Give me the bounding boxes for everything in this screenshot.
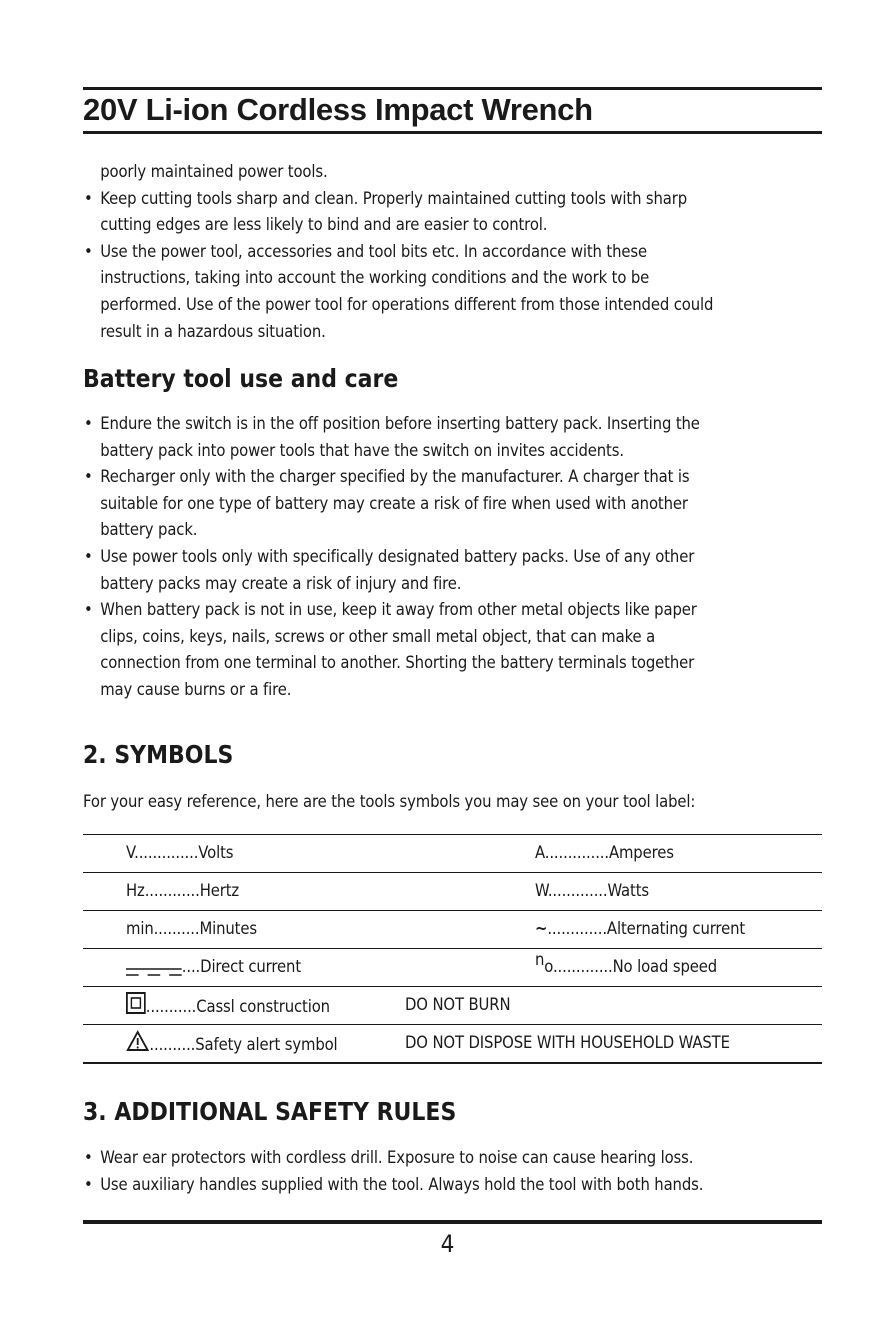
line-text: result in a hazardous situation.	[100, 321, 326, 341]
page-title: 20V Li-ion Cordless Impact Wrench	[83, 92, 593, 127]
list-item	[84, 411, 700, 438]
line-text: may cause burns or a fire.	[100, 679, 292, 699]
line-text: cutting edges are less likely to bind and are easier to control.	[100, 215, 548, 235]
line-text: performed. Use of the power tool for operations different from those intended could	[100, 294, 714, 314]
line-text: Keep cutting tools sharp and clean. Properly maintained cutting tools with sharp	[100, 188, 688, 208]
table-row	[83, 872, 822, 910]
symbol-hertz: Hz............Hertz	[126, 881, 240, 900]
symbol-watts: W.............Watts	[535, 881, 650, 900]
page-number: 4	[440, 1230, 455, 1258]
list-item	[84, 212, 713, 239]
line-text: battery pack into power tools that have the switch on invites accidents.	[100, 440, 624, 460]
list-item	[84, 292, 713, 319]
additional-section-lines	[84, 1145, 703, 1198]
additional-section-heading: 3. ADDITIONAL SAFETY RULES	[83, 1097, 457, 1126]
symbol-text: o.............No load speed	[544, 957, 718, 976]
footer-rule	[83, 1220, 822, 1224]
symbol-volts: V..............Volts	[126, 843, 234, 862]
top-section-lines	[84, 159, 713, 345]
symbols-intro: For your easy reference, here are the tools symbols you may see on your tool label:	[83, 792, 696, 811]
header-bottom-rule	[83, 131, 822, 134]
header-top-rule	[83, 87, 822, 90]
list-item	[84, 677, 700, 704]
list-item	[84, 1172, 703, 1199]
line-text: Use the power tool, accessories and tool bits etc. In accordance with these	[100, 241, 647, 261]
line-text: Endure the switch is in the off position before inserting battery pack. Inserting the	[100, 414, 700, 433]
line-text: Recharger only with the charger specified by the manufacturer. A charger that is	[100, 467, 690, 487]
symbol-no-load-speed	[535, 950, 718, 981]
table-row	[83, 910, 822, 948]
symbol-text: ....Direct current	[181, 957, 302, 976]
line-text: connection from one terminal to another. Shorting the battery terminals together	[100, 653, 695, 673]
battery-section-lines	[84, 411, 700, 704]
line-text: Use power tools only with specifically designated battery packs. Use of any other	[100, 546, 695, 566]
list-item	[84, 319, 713, 346]
list-item	[84, 571, 700, 598]
tilde-icon: ~	[535, 919, 548, 938]
symbols-section-heading: 2. SYMBOLS	[83, 740, 234, 769]
line-text: battery packs may create a risk of injury and fire.	[100, 573, 462, 593]
list-item	[84, 186, 713, 213]
list-item	[84, 624, 700, 651]
list-item	[84, 1145, 703, 1172]
line-text: instructions, taking into account the working conditions and the work to be	[100, 268, 650, 288]
line-text: poorly maintained power tools.	[100, 162, 328, 181]
list-item	[84, 517, 700, 544]
symbol-alternating-current	[535, 916, 745, 943]
table-row	[83, 834, 822, 872]
line-text: When battery pack is not in use, keep it away from other metal objects like paper	[100, 600, 697, 620]
symbols-table	[83, 834, 822, 1064]
list-item	[84, 464, 700, 491]
double-insulation-icon	[126, 992, 146, 1023]
list-item	[84, 438, 700, 465]
table-row	[83, 948, 822, 986]
superscript-n: n	[535, 950, 545, 969]
symbol-direct-current	[126, 954, 301, 981]
symbol-safety-alert	[126, 1030, 338, 1061]
line-text: clips, coins, keys, nails, screws or other small metal object, that can make a	[100, 626, 656, 646]
list-item	[84, 239, 713, 266]
list-item	[84, 491, 700, 518]
symbol-text: ...........Cassl construction	[145, 996, 330, 1016]
list-item	[84, 650, 700, 677]
symbol-class-construction	[126, 992, 330, 1023]
list-item	[84, 159, 713, 186]
do-not-burn: DO NOT BURN	[405, 995, 511, 1014]
symbol-text: .............Alternating current	[547, 919, 746, 938]
battery-section-heading: Battery tool use and care	[83, 364, 399, 393]
line-text: suitable for one type of battery may create a risk of fire when used with another	[100, 493, 688, 513]
list-item	[84, 597, 700, 624]
symbol-text: ..........Safety alert symbol	[149, 1034, 338, 1054]
list-item	[84, 544, 700, 571]
list-item	[84, 265, 713, 292]
symbol-amperes: A..............Amperes	[535, 843, 674, 862]
symbol-minutes: min..........Minutes	[126, 919, 257, 938]
line-text: Use auxiliary handles supplied with the tool. Always hold the tool with both hands.	[100, 1174, 704, 1194]
table-row	[83, 1024, 822, 1064]
line-text: battery pack.	[100, 520, 198, 540]
line-text: Wear ear protectors with cordless drill. Exposure to noise can cause hearing loss.	[100, 1148, 694, 1167]
do-not-dispose: DO NOT DISPOSE WITH HOUSEHOLD WASTE	[405, 1033, 730, 1052]
direct-current-icon	[126, 961, 182, 975]
warning-triangle-icon	[126, 1030, 149, 1061]
table-row	[83, 986, 822, 1024]
